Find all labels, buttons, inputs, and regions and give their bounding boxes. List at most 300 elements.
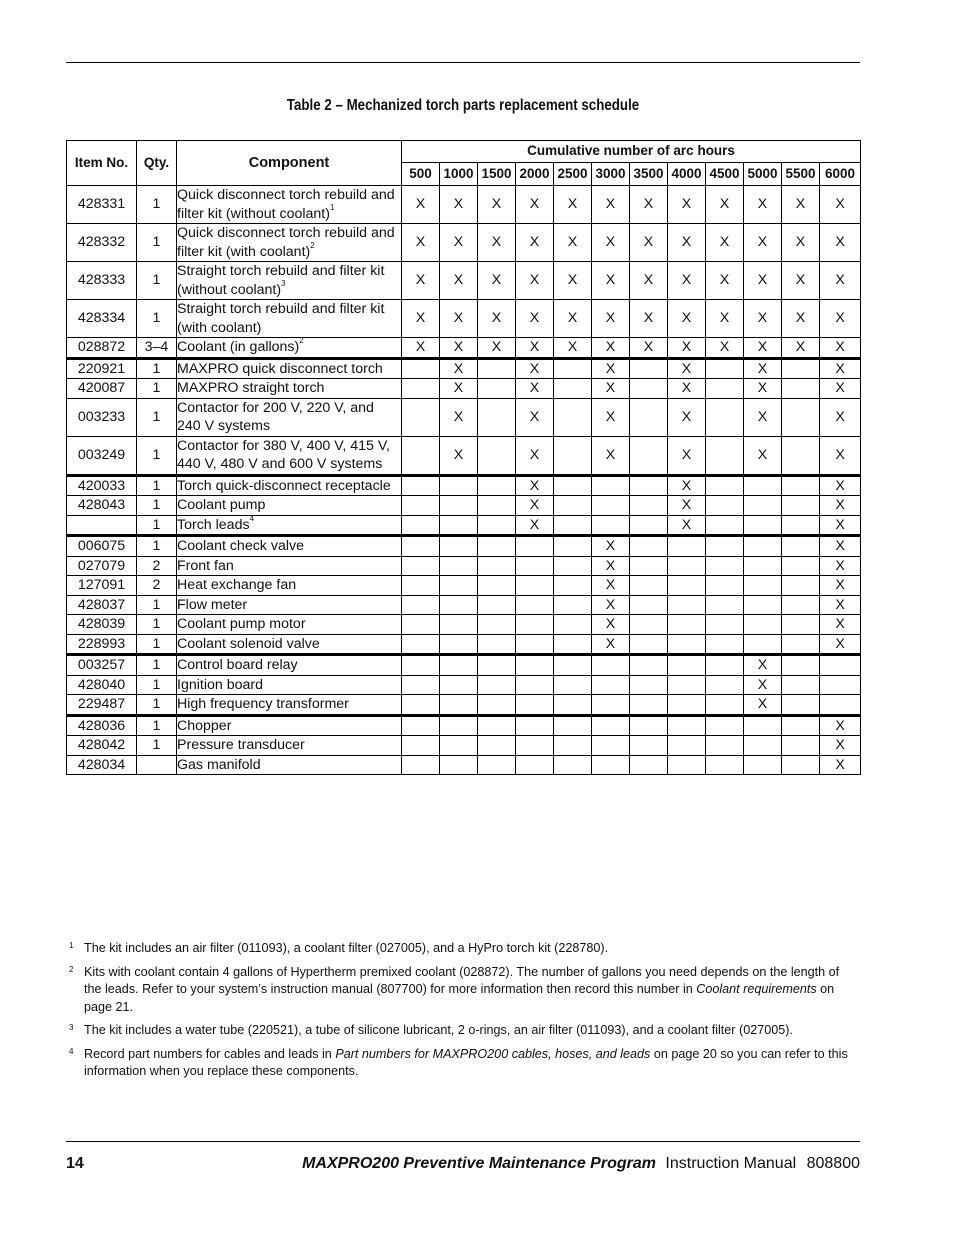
replacement-mark-4000 (668, 755, 706, 775)
replacement-mark-4500 (706, 595, 744, 615)
component-name: Coolant solenoid valve (177, 635, 320, 652)
table-row (67, 634, 861, 655)
replacement-mark-5000: X (744, 436, 782, 475)
hours-header-3500: 3500 (630, 163, 668, 186)
replacement-mark-500 (402, 615, 440, 635)
replacement-mark-2500 (554, 436, 592, 475)
replacement-mark-500 (402, 576, 440, 596)
replacement-mark-500 (402, 379, 440, 399)
table-row (67, 695, 861, 716)
replacement-mark-1000 (440, 576, 478, 596)
item-number-cell: 428040 (67, 675, 137, 695)
replacement-mark-5000: X (744, 262, 782, 300)
item-number-cell: 428332 (67, 224, 137, 262)
footnote-4 (66, 1046, 860, 1081)
table-row (67, 755, 861, 775)
component-name: Front fan (177, 557, 234, 574)
component-name: Control board relay (177, 657, 298, 673)
replacement-mark-1000: X (440, 338, 478, 359)
item-number-cell: 006075 (67, 536, 137, 557)
component-cell (177, 496, 402, 516)
replacement-mark-6000: X (820, 224, 861, 262)
replacement-mark-4000: X (668, 262, 706, 300)
replacement-mark-5000: X (744, 186, 782, 224)
replacement-mark-5000: X (744, 398, 782, 436)
replacement-mark-2500: X (554, 338, 592, 359)
table-row (67, 186, 861, 224)
replacement-mark-1500 (478, 595, 516, 615)
replacement-mark-1500 (478, 715, 516, 736)
replacement-mark-3500 (630, 576, 668, 596)
quantity-cell: 1 (137, 398, 177, 436)
replacement-mark-5500 (782, 736, 820, 756)
quantity-cell: 1 (137, 536, 177, 557)
replacement-mark-5500 (782, 398, 820, 436)
replacement-mark-500 (402, 475, 440, 496)
table-body (67, 186, 861, 775)
replacement-mark-5000: X (744, 675, 782, 695)
replacement-mark-1000: X (440, 398, 478, 436)
footnote-reference-title: Part numbers for MAXPRO200 cables, hoses, and leads (335, 1046, 651, 1061)
replacement-mark-1000: X (440, 224, 478, 262)
component-cell (177, 436, 402, 475)
replacement-mark-4500 (706, 536, 744, 557)
component-cell (177, 595, 402, 615)
quantity-cell (137, 755, 177, 775)
replacement-mark-3000: X (592, 300, 630, 338)
component-cell (177, 536, 402, 557)
hours-header-4000: 4000 (668, 163, 706, 186)
replacement-mark-1500 (478, 475, 516, 496)
replacement-mark-1500 (478, 436, 516, 475)
replacement-mark-5500 (782, 634, 820, 655)
replacement-mark-3000 (592, 695, 630, 716)
footer-title (302, 1155, 860, 1173)
replacement-mark-2500 (554, 755, 592, 775)
replacement-mark-4000 (668, 576, 706, 596)
replacement-mark-2000: X (516, 186, 554, 224)
replacement-mark-2000 (516, 634, 554, 655)
component-cell (177, 379, 402, 399)
replacement-mark-3500: X (630, 300, 668, 338)
replacement-mark-5000: X (744, 358, 782, 379)
footnote-reference-title: Coolant requirements (696, 982, 817, 996)
replacement-mark-5000: X (744, 338, 782, 359)
component-name: Coolant check valve (177, 538, 304, 554)
replacement-mark-1500: X (478, 300, 516, 338)
item-number-cell: 428036 (67, 715, 137, 736)
replacement-mark-6000: X (820, 615, 861, 635)
footnote-1 (66, 940, 860, 958)
quantity-cell: 1 (137, 515, 177, 536)
replacement-mark-4500 (706, 736, 744, 756)
table-row (67, 515, 861, 536)
component-name: Coolant pump (177, 497, 266, 513)
replacement-mark-5500 (782, 695, 820, 716)
table-row (67, 736, 861, 756)
replacement-mark-2000 (516, 675, 554, 695)
replacement-mark-3500 (630, 695, 668, 716)
component-name: Straight torch rebuild and filter kit (without coolant) (177, 263, 385, 298)
replacement-mark-2000: X (516, 300, 554, 338)
replacement-mark-3500 (630, 436, 668, 475)
quantity-cell: 1 (137, 300, 177, 338)
replacement-mark-1000 (440, 695, 478, 716)
replacement-mark-5500 (782, 655, 820, 676)
table-row (67, 536, 861, 557)
replacement-mark-2500: X (554, 186, 592, 224)
item-number-cell: 028872 (67, 338, 137, 359)
replacement-mark-4500: X (706, 186, 744, 224)
table-row (67, 358, 861, 379)
table-row (67, 675, 861, 695)
replacement-mark-1500: X (478, 262, 516, 300)
replacement-mark-5500 (782, 496, 820, 516)
replacement-mark-3500 (630, 475, 668, 496)
replacement-mark-3500 (630, 615, 668, 635)
replacement-mark-3500 (630, 358, 668, 379)
replacement-mark-2500: X (554, 224, 592, 262)
component-name: Contactor for 380 V, 400 V, 415 V, 440 V, 480 V and 600 V systems (177, 437, 390, 472)
table-row (67, 338, 861, 359)
replacement-mark-3500 (630, 595, 668, 615)
replacement-mark-1500 (478, 536, 516, 557)
replacement-mark-2000: X (516, 262, 554, 300)
replacement-mark-1500 (478, 358, 516, 379)
item-number-cell: 428034 (67, 755, 137, 775)
component-cell (177, 300, 402, 338)
replacement-mark-4000 (668, 536, 706, 557)
replacement-mark-1000 (440, 536, 478, 557)
replacement-mark-4500: X (706, 338, 744, 359)
replacement-mark-4500 (706, 358, 744, 379)
replacement-mark-2000: X (516, 475, 554, 496)
component-name: Chopper (177, 717, 232, 734)
replacement-mark-3500: X (630, 224, 668, 262)
replacement-mark-500 (402, 436, 440, 475)
replacement-mark-4500 (706, 695, 744, 716)
hours-header-6000: 6000 (820, 163, 861, 186)
footnote-text: The kit includes an air filter (011093), a coolant filter (027005), and a HyPro torch kit (228780). (84, 941, 609, 955)
replacement-mark-1000 (440, 615, 478, 635)
replacement-mark-1000: X (440, 358, 478, 379)
replacement-mark-2500 (554, 634, 592, 655)
replacement-mark-2000: X (516, 358, 554, 379)
replacement-mark-4000: X (668, 475, 706, 496)
replacement-mark-5500: X (782, 186, 820, 224)
footnote-text: on page 20 so you can refer to this information when you replace these components. (84, 1046, 848, 1078)
replacement-mark-500: X (402, 338, 440, 359)
component-name: Coolant (in gallons) (177, 339, 300, 355)
footnote-text: The kit includes a water tube (220521), a tube of silicone lubricant, 2 o-rings, an air filter (011093), and a coolant filter (027005). (84, 1023, 793, 1037)
replacement-mark-2500 (554, 715, 592, 736)
replacement-mark-1000 (440, 556, 478, 576)
replacement-mark-6000: X (820, 536, 861, 557)
replacement-mark-5500: X (782, 224, 820, 262)
footnote-2 (66, 964, 860, 1017)
replacement-mark-2500 (554, 496, 592, 516)
replacement-mark-4500 (706, 515, 744, 536)
replacement-mark-5000: X (744, 655, 782, 676)
replacement-mark-2000 (516, 695, 554, 716)
footer-manual-code: 808800 (806, 1155, 860, 1172)
replacement-mark-4500 (706, 675, 744, 695)
hours-header-1500: 1500 (478, 163, 516, 186)
replacement-mark-4500 (706, 755, 744, 775)
hours-header-5000: 5000 (744, 163, 782, 186)
replacement-mark-6000: X (820, 379, 861, 399)
item-number-cell: 003257 (67, 655, 137, 676)
replacement-mark-6000: X (820, 634, 861, 655)
replacement-mark-4000 (668, 655, 706, 676)
replacement-mark-4000: X (668, 300, 706, 338)
replacement-mark-4000: X (668, 496, 706, 516)
replacement-mark-4000: X (668, 186, 706, 224)
replacement-mark-6000: X (820, 475, 861, 496)
component-cell (177, 398, 402, 436)
component-cell (177, 675, 402, 695)
replacement-mark-2500 (554, 576, 592, 596)
table-row (67, 262, 861, 300)
replacement-mark-3500 (630, 398, 668, 436)
replacement-mark-2500 (554, 615, 592, 635)
replacement-mark-3500: X (630, 262, 668, 300)
quantity-cell: 1 (137, 358, 177, 379)
component-cell (177, 634, 402, 655)
replacement-mark-1000 (440, 736, 478, 756)
footnote-text: Record part numbers for cables and leads in (84, 1046, 336, 1061)
footnote-marker: 1 (69, 941, 74, 950)
replacement-mark-2000: X (516, 515, 554, 536)
replacement-mark-3500 (630, 379, 668, 399)
replacement-mark-500 (402, 655, 440, 676)
replacement-mark-5000: X (744, 224, 782, 262)
replacement-mark-6000: X (820, 515, 861, 536)
replacement-mark-5500: X (782, 338, 820, 359)
item-number-cell: 428331 (67, 186, 137, 224)
replacement-mark-3000: X (592, 436, 630, 475)
replacement-mark-6000: X (820, 496, 861, 516)
replacement-mark-3500 (630, 675, 668, 695)
replacement-mark-3000 (592, 475, 630, 496)
item-number-cell: 420087 (67, 379, 137, 399)
replacement-mark-3500 (630, 634, 668, 655)
replacement-mark-3000 (592, 675, 630, 695)
replacement-mark-4500 (706, 379, 744, 399)
replacement-mark-3500 (630, 755, 668, 775)
component-cell (177, 224, 402, 262)
hours-header-2500: 2500 (554, 163, 592, 186)
component-cell (177, 515, 402, 536)
component-cell (177, 695, 402, 716)
replacement-mark-5500: X (782, 262, 820, 300)
component-name: MAXPRO quick disconnect torch (177, 360, 383, 377)
replacement-mark-6000: X (820, 300, 861, 338)
component-cell (177, 262, 402, 300)
replacement-mark-2000 (516, 556, 554, 576)
replacement-mark-500 (402, 496, 440, 516)
replacement-mark-500 (402, 715, 440, 736)
replacement-mark-4500 (706, 436, 744, 475)
replacement-mark-1000: X (440, 262, 478, 300)
replacement-mark-1500: X (478, 224, 516, 262)
replacement-mark-4500 (706, 655, 744, 676)
replacement-mark-2000 (516, 655, 554, 676)
item-number-cell: 003249 (67, 436, 137, 475)
quantity-cell: 2 (137, 556, 177, 576)
component-name: MAXPRO straight torch (177, 380, 325, 396)
replacement-mark-5000 (744, 755, 782, 775)
replacement-mark-5500 (782, 515, 820, 536)
footnote-marker: 3 (69, 1023, 74, 1032)
table-row (67, 556, 861, 576)
hours-header-3000: 3000 (592, 163, 630, 186)
replacement-mark-6000: X (820, 186, 861, 224)
quantity-cell: 1 (137, 695, 177, 716)
table-row (67, 576, 861, 596)
replacement-mark-2500 (554, 475, 592, 496)
replacement-mark-1000: X (440, 186, 478, 224)
replacement-mark-500 (402, 675, 440, 695)
quantity-cell: 1 (137, 379, 177, 399)
replacement-mark-3000: X (592, 576, 630, 596)
replacement-mark-1500 (478, 736, 516, 756)
replacement-mark-6000: X (820, 556, 861, 576)
replacement-mark-4000 (668, 595, 706, 615)
replacement-mark-5500 (782, 436, 820, 475)
replacement-mark-4000: X (668, 224, 706, 262)
replacement-mark-3000: X (592, 615, 630, 635)
replacement-mark-3500 (630, 736, 668, 756)
component-name: Quick disconnect torch rebuild and filter kit (without coolant) (177, 187, 395, 222)
component-cell (177, 615, 402, 635)
replacement-mark-2500 (554, 675, 592, 695)
footnotes (66, 940, 860, 1087)
replacement-mark-6000: X (820, 595, 861, 615)
replacement-mark-6000: X (820, 436, 861, 475)
replacement-mark-2500 (554, 655, 592, 676)
replacement-mark-5000 (744, 536, 782, 557)
replacement-mark-1500 (478, 379, 516, 399)
replacement-mark-3500 (630, 715, 668, 736)
replacement-mark-500 (402, 595, 440, 615)
replacement-mark-2000 (516, 615, 554, 635)
replacement-mark-1000 (440, 655, 478, 676)
replacement-mark-2000: X (516, 398, 554, 436)
footnote-3 (66, 1022, 860, 1040)
replacement-mark-2000: X (516, 224, 554, 262)
replacement-mark-2000: X (516, 496, 554, 516)
replacement-mark-4000 (668, 675, 706, 695)
page-number: 14 (66, 1155, 84, 1172)
component-name: Ignition board (177, 676, 263, 693)
quantity-cell: 1 (137, 634, 177, 655)
replacement-mark-1000 (440, 475, 478, 496)
replacement-mark-6000: X (820, 262, 861, 300)
cumulative-hours-header: Cumulative number of arc hours (402, 141, 861, 163)
replacement-mark-1000 (440, 496, 478, 516)
replacement-mark-1000 (440, 634, 478, 655)
replacement-mark-2500: X (554, 300, 592, 338)
footnote-ref: 3 (281, 278, 286, 288)
component-cell (177, 576, 402, 596)
footnote-ref: 4 (249, 513, 255, 523)
component-cell (177, 186, 402, 224)
replacement-mark-6000: X (820, 576, 861, 596)
component-name: Heat exchange fan (177, 577, 297, 593)
replacement-mark-4000: X (668, 436, 706, 475)
component-cell (177, 556, 402, 576)
item-number-cell: 127091 (67, 576, 137, 596)
replacement-mark-5500: X (782, 300, 820, 338)
replacement-mark-5000: X (744, 300, 782, 338)
replacement-mark-4500: X (706, 300, 744, 338)
quantity-cell: 2 (137, 576, 177, 596)
component-name: Quick disconnect torch rebuild and filter kit (with coolant) (177, 225, 395, 260)
replacement-mark-5500 (782, 536, 820, 557)
footnote-ref: 2 (299, 336, 304, 345)
replacement-mark-2000 (516, 576, 554, 596)
replacement-mark-1500 (478, 615, 516, 635)
replacement-mark-3500 (630, 496, 668, 516)
replacement-mark-5500 (782, 475, 820, 496)
replacement-mark-1000: X (440, 379, 478, 399)
replacement-mark-5000 (744, 595, 782, 615)
replacement-mark-1000: X (440, 436, 478, 475)
footnote-text: on page 21. (84, 982, 835, 1014)
replacement-mark-3500: X (630, 338, 668, 359)
component-name: Pressure transducer (177, 737, 305, 753)
replacement-mark-3000: X (592, 536, 630, 557)
component-name: Straight torch rebuild and filter kit (with coolant) (177, 301, 385, 336)
replacement-mark-5500 (782, 556, 820, 576)
item-number-cell: 220921 (67, 358, 137, 379)
replacement-mark-2500 (554, 536, 592, 557)
replacement-mark-3000 (592, 736, 630, 756)
replacement-mark-6000 (820, 675, 861, 695)
item-number-cell: 428333 (67, 262, 137, 300)
replacement-mark-2500 (554, 736, 592, 756)
footnote-marker: 2 (69, 964, 74, 974)
replacement-mark-4500 (706, 496, 744, 516)
replacement-mark-6000: X (820, 755, 861, 775)
hours-header-2000: 2000 (516, 163, 554, 186)
replacement-mark-4000: X (668, 358, 706, 379)
item-number-cell: 027079 (67, 556, 137, 576)
replacement-mark-3000 (592, 715, 630, 736)
replacement-mark-4500 (706, 715, 744, 736)
replacement-mark-1500 (478, 556, 516, 576)
replacement-mark-500: X (402, 262, 440, 300)
replacement-mark-2000 (516, 595, 554, 615)
component-name: Contactor for 200 V, 220 V, and 240 V systems (177, 399, 374, 434)
replacement-mark-2000 (516, 536, 554, 557)
item-number-cell: 428037 (67, 595, 137, 615)
replacement-mark-3000: X (592, 634, 630, 655)
component-cell (177, 736, 402, 756)
replacement-mark-6000: X (820, 338, 861, 359)
table-row (67, 475, 861, 496)
replacement-mark-2000 (516, 736, 554, 756)
table-row (67, 715, 861, 736)
footnote-marker: 4 (69, 1046, 74, 1056)
quantity-cell: 1 (137, 615, 177, 635)
component-name: High frequency transformer (177, 696, 349, 712)
table-row (67, 224, 861, 262)
component-name: Coolant pump motor (177, 616, 306, 632)
replacement-mark-3500 (630, 556, 668, 576)
replacement-mark-2000: X (516, 379, 554, 399)
